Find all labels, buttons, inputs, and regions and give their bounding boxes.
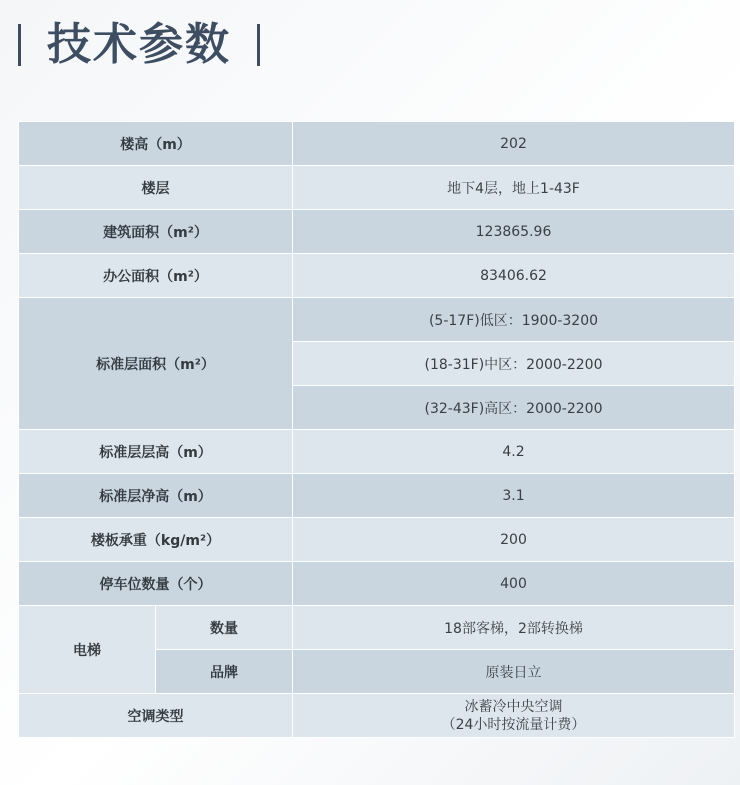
row-value: 3.1 <box>293 474 735 518</box>
row-label: 空调类型 <box>19 694 293 738</box>
row-label: 停车位数量（个） <box>19 562 293 606</box>
row-label: 电梯 <box>19 606 156 694</box>
table-row <box>19 430 735 474</box>
row-value: 原装日立 <box>293 650 735 694</box>
table-row <box>19 298 735 342</box>
row-value: 地下4层，地上1-43F <box>293 166 735 210</box>
ac-value-line2: （24小时按流量计费） <box>441 716 586 733</box>
row-value: (5-17F)低区：1900-3200 <box>293 298 735 342</box>
row-value: 18部客梯，2部转换梯 <box>293 606 735 650</box>
table-row <box>19 562 735 606</box>
row-value: (32-43F)高区：2000-2200 <box>293 386 735 430</box>
row-label: 标准层净高（m） <box>19 474 293 518</box>
spec-table-container <box>18 121 734 738</box>
table-row <box>19 254 735 298</box>
row-value: 400 <box>293 562 735 606</box>
row-label: 标准层层高（m） <box>19 430 293 474</box>
table-row <box>19 122 735 166</box>
row-label: 标准层面积（m²） <box>19 298 293 430</box>
ac-value-line1: 冰蓄冷中央空调 <box>464 698 563 715</box>
title-divider-left <box>18 24 21 66</box>
table-row <box>19 518 735 562</box>
row-value: 202 <box>293 122 735 166</box>
spec-table <box>18 121 735 738</box>
row-value: 200 <box>293 518 735 562</box>
row-value: 83406.62 <box>293 254 735 298</box>
row-label: 楼板承重（kg/m²） <box>19 518 293 562</box>
row-label: 办公面积（m²） <box>19 254 293 298</box>
title-divider-right <box>257 24 260 66</box>
sub-row-label: 数量 <box>156 606 293 650</box>
table-row <box>19 606 735 650</box>
table-row <box>19 474 735 518</box>
row-value: 4.2 <box>293 430 735 474</box>
table-row <box>19 166 735 210</box>
row-label: 楼层 <box>19 166 293 210</box>
row-value: 123865.96 <box>293 210 735 254</box>
row-value: (18-31F)中区：2000-2200 <box>293 342 735 386</box>
page-header <box>0 0 740 90</box>
sub-row-label: 品牌 <box>156 650 293 694</box>
row-label: 建筑面积（m²） <box>19 210 293 254</box>
row-label: 楼高（m） <box>19 122 293 166</box>
table-row <box>19 210 735 254</box>
page-title: 技术参数 <box>47 19 231 70</box>
table-row <box>19 694 735 738</box>
row-value <box>293 694 735 738</box>
